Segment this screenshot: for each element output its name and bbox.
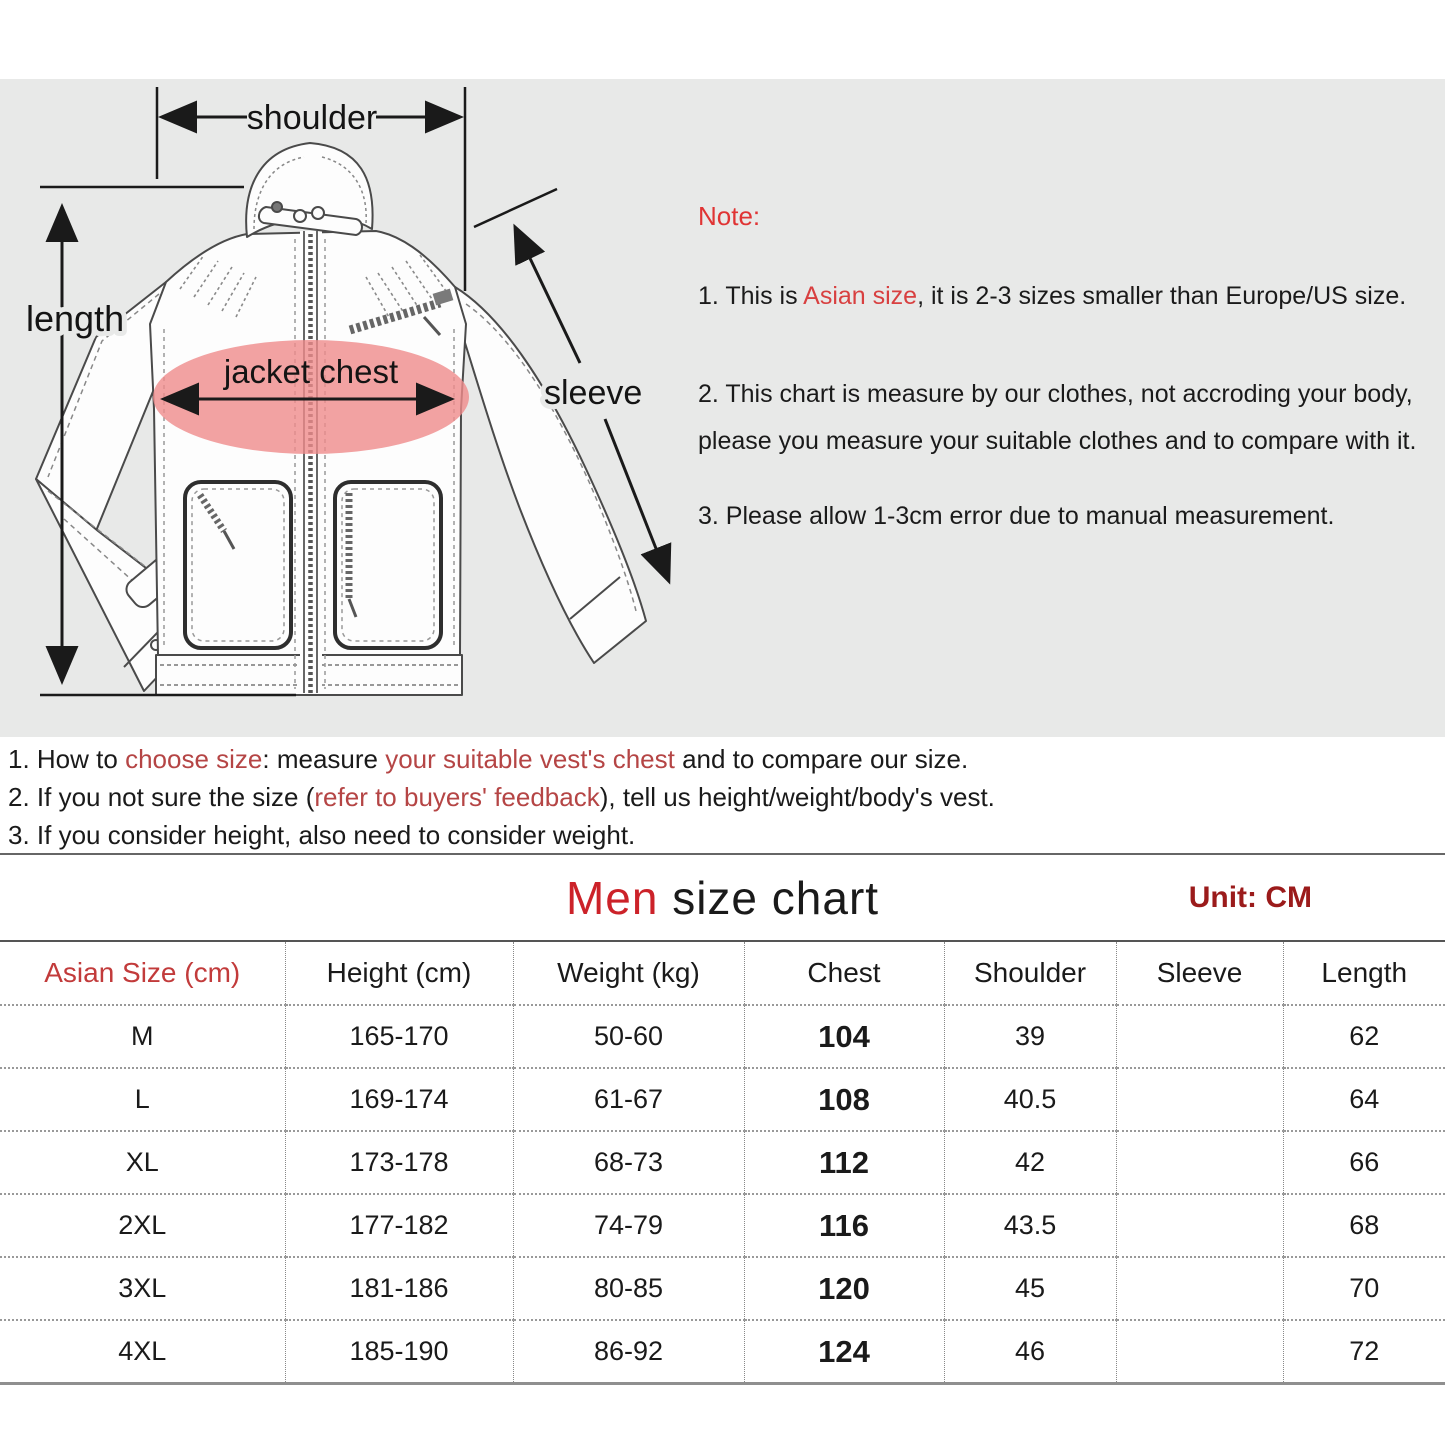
length-label: length [26,298,125,339]
cell-height: 169-174 [285,1068,513,1131]
howto-line-3: 3. If you consider height, also need to consider weight. [8,820,636,850]
cell-shoulder: 45 [944,1257,1116,1320]
jacket-chest-label: jacket chest [223,353,399,390]
cell-height: 177-182 [285,1194,513,1257]
table-title-rest: size chart [658,872,880,924]
col-header-weight: Weight (kg) [513,941,744,1005]
table-row [0,1131,1445,1194]
table-row [0,1194,1445,1257]
col-header-asian-size: Asian Size (cm) [0,941,285,1005]
table-row [0,1257,1445,1320]
cell-height: 173-178 [285,1131,513,1194]
cell-shoulder: 46 [944,1320,1116,1384]
howto-2-highlight: refer to buyers' feedback [314,782,600,812]
note-1-text: 1. This is [698,282,804,310]
cell-chest: 108 [744,1068,944,1131]
cell-chest: 112 [744,1131,944,1194]
cell-length: 62 [1283,1005,1445,1068]
howto-2-text: 2. If you not sure the size ( [8,782,315,812]
note-2-line-2: please you measure your suitable clothes and to compare with it. [698,427,1417,455]
col-header-height: Height (cm) [285,941,513,1005]
cell-length: 70 [1283,1257,1445,1320]
cell-length: 66 [1283,1131,1445,1194]
cell-chest: 116 [744,1194,944,1257]
cell-shoulder: 43.5 [944,1194,1116,1257]
table-title-accent: Men [565,872,659,924]
howto-1-text-c: and to compare our size. [674,744,969,774]
cell-weight: 68-73 [513,1131,744,1194]
cell-size: L [0,1068,285,1131]
cell-size: XL [0,1131,285,1194]
cell-sleeve [1116,1005,1283,1068]
cell-shoulder: 42 [944,1131,1116,1194]
table-title-row [0,853,1445,940]
note-item-1 [698,281,1406,311]
notes-block [698,79,1445,737]
measurement-diagram-panel [0,79,1445,737]
cell-length: 64 [1283,1068,1445,1131]
howto-1-text-b: : measure [262,744,386,774]
howto-1-text: 1. How to [8,744,126,774]
howto-line-1 [8,740,1438,778]
cell-sleeve [1116,1257,1283,1320]
note-1-text-end: , it is 2-3 sizes smaller than Europe/US size. [917,282,1407,310]
cell-sleeve [1116,1194,1283,1257]
cell-weight: 86-92 [513,1320,744,1384]
col-header-length: Length [1283,941,1445,1005]
cell-size: 2XL [0,1194,285,1257]
men-size-table [0,940,1445,1385]
howto-2-text-b: ), tell us height/weight/body's vest. [599,782,995,812]
table-header-row [0,941,1445,1005]
cell-shoulder: 40.5 [944,1068,1116,1131]
cell-size: 3XL [0,1257,285,1320]
cell-chest: 124 [744,1320,944,1384]
cell-weight: 80-85 [513,1257,744,1320]
cell-shoulder: 39 [944,1005,1116,1068]
cell-sleeve [1116,1131,1283,1194]
jacket-diagram [4,79,700,737]
jacket-measurement-svg [4,79,700,737]
table-row [0,1005,1445,1068]
table-row [0,1068,1445,1131]
note-title: Note: [698,201,761,231]
cell-chest: 120 [744,1257,944,1320]
howto-1-highlight-b: your suitable vest's chest [385,744,675,774]
cell-height: 185-190 [285,1320,513,1384]
table-row [0,1320,1445,1384]
howto-1-highlight-a: choose size [125,744,263,774]
sleeve-label: sleeve [544,374,643,412]
cell-weight: 50-60 [513,1005,744,1068]
unit-label: Unit: CM [1188,881,1312,914]
col-header-sleeve: Sleeve [1116,941,1283,1005]
cell-height: 181-186 [285,1257,513,1320]
cell-length: 68 [1283,1194,1445,1257]
cell-chest: 104 [744,1005,944,1068]
cell-size: M [0,1005,285,1068]
how-to-choose-size-block [8,740,1438,854]
cell-size: 4XL [0,1320,285,1384]
note-item-2 [698,371,1416,465]
shoulder-label: shoulder [246,99,378,137]
note-1-highlight: Asian size [803,282,918,310]
cell-sleeve [1116,1068,1283,1131]
col-header-shoulder: Shoulder [944,941,1116,1005]
cell-weight: 61-67 [513,1068,744,1131]
note-item-3: 3. Please allow 1-3cm error due to manual measurement. [698,502,1335,530]
howto-line-2 [8,778,1438,816]
col-header-chest: Chest [744,941,944,1005]
cell-sleeve [1116,1320,1283,1384]
cell-height: 165-170 [285,1005,513,1068]
note-2-line-1: 2. This chart is measure by our clothes, not accroding your body, [698,380,1413,408]
cell-length: 72 [1349,1336,1380,1366]
size-table-section [0,853,1445,1385]
cell-weight: 74-79 [513,1194,744,1257]
